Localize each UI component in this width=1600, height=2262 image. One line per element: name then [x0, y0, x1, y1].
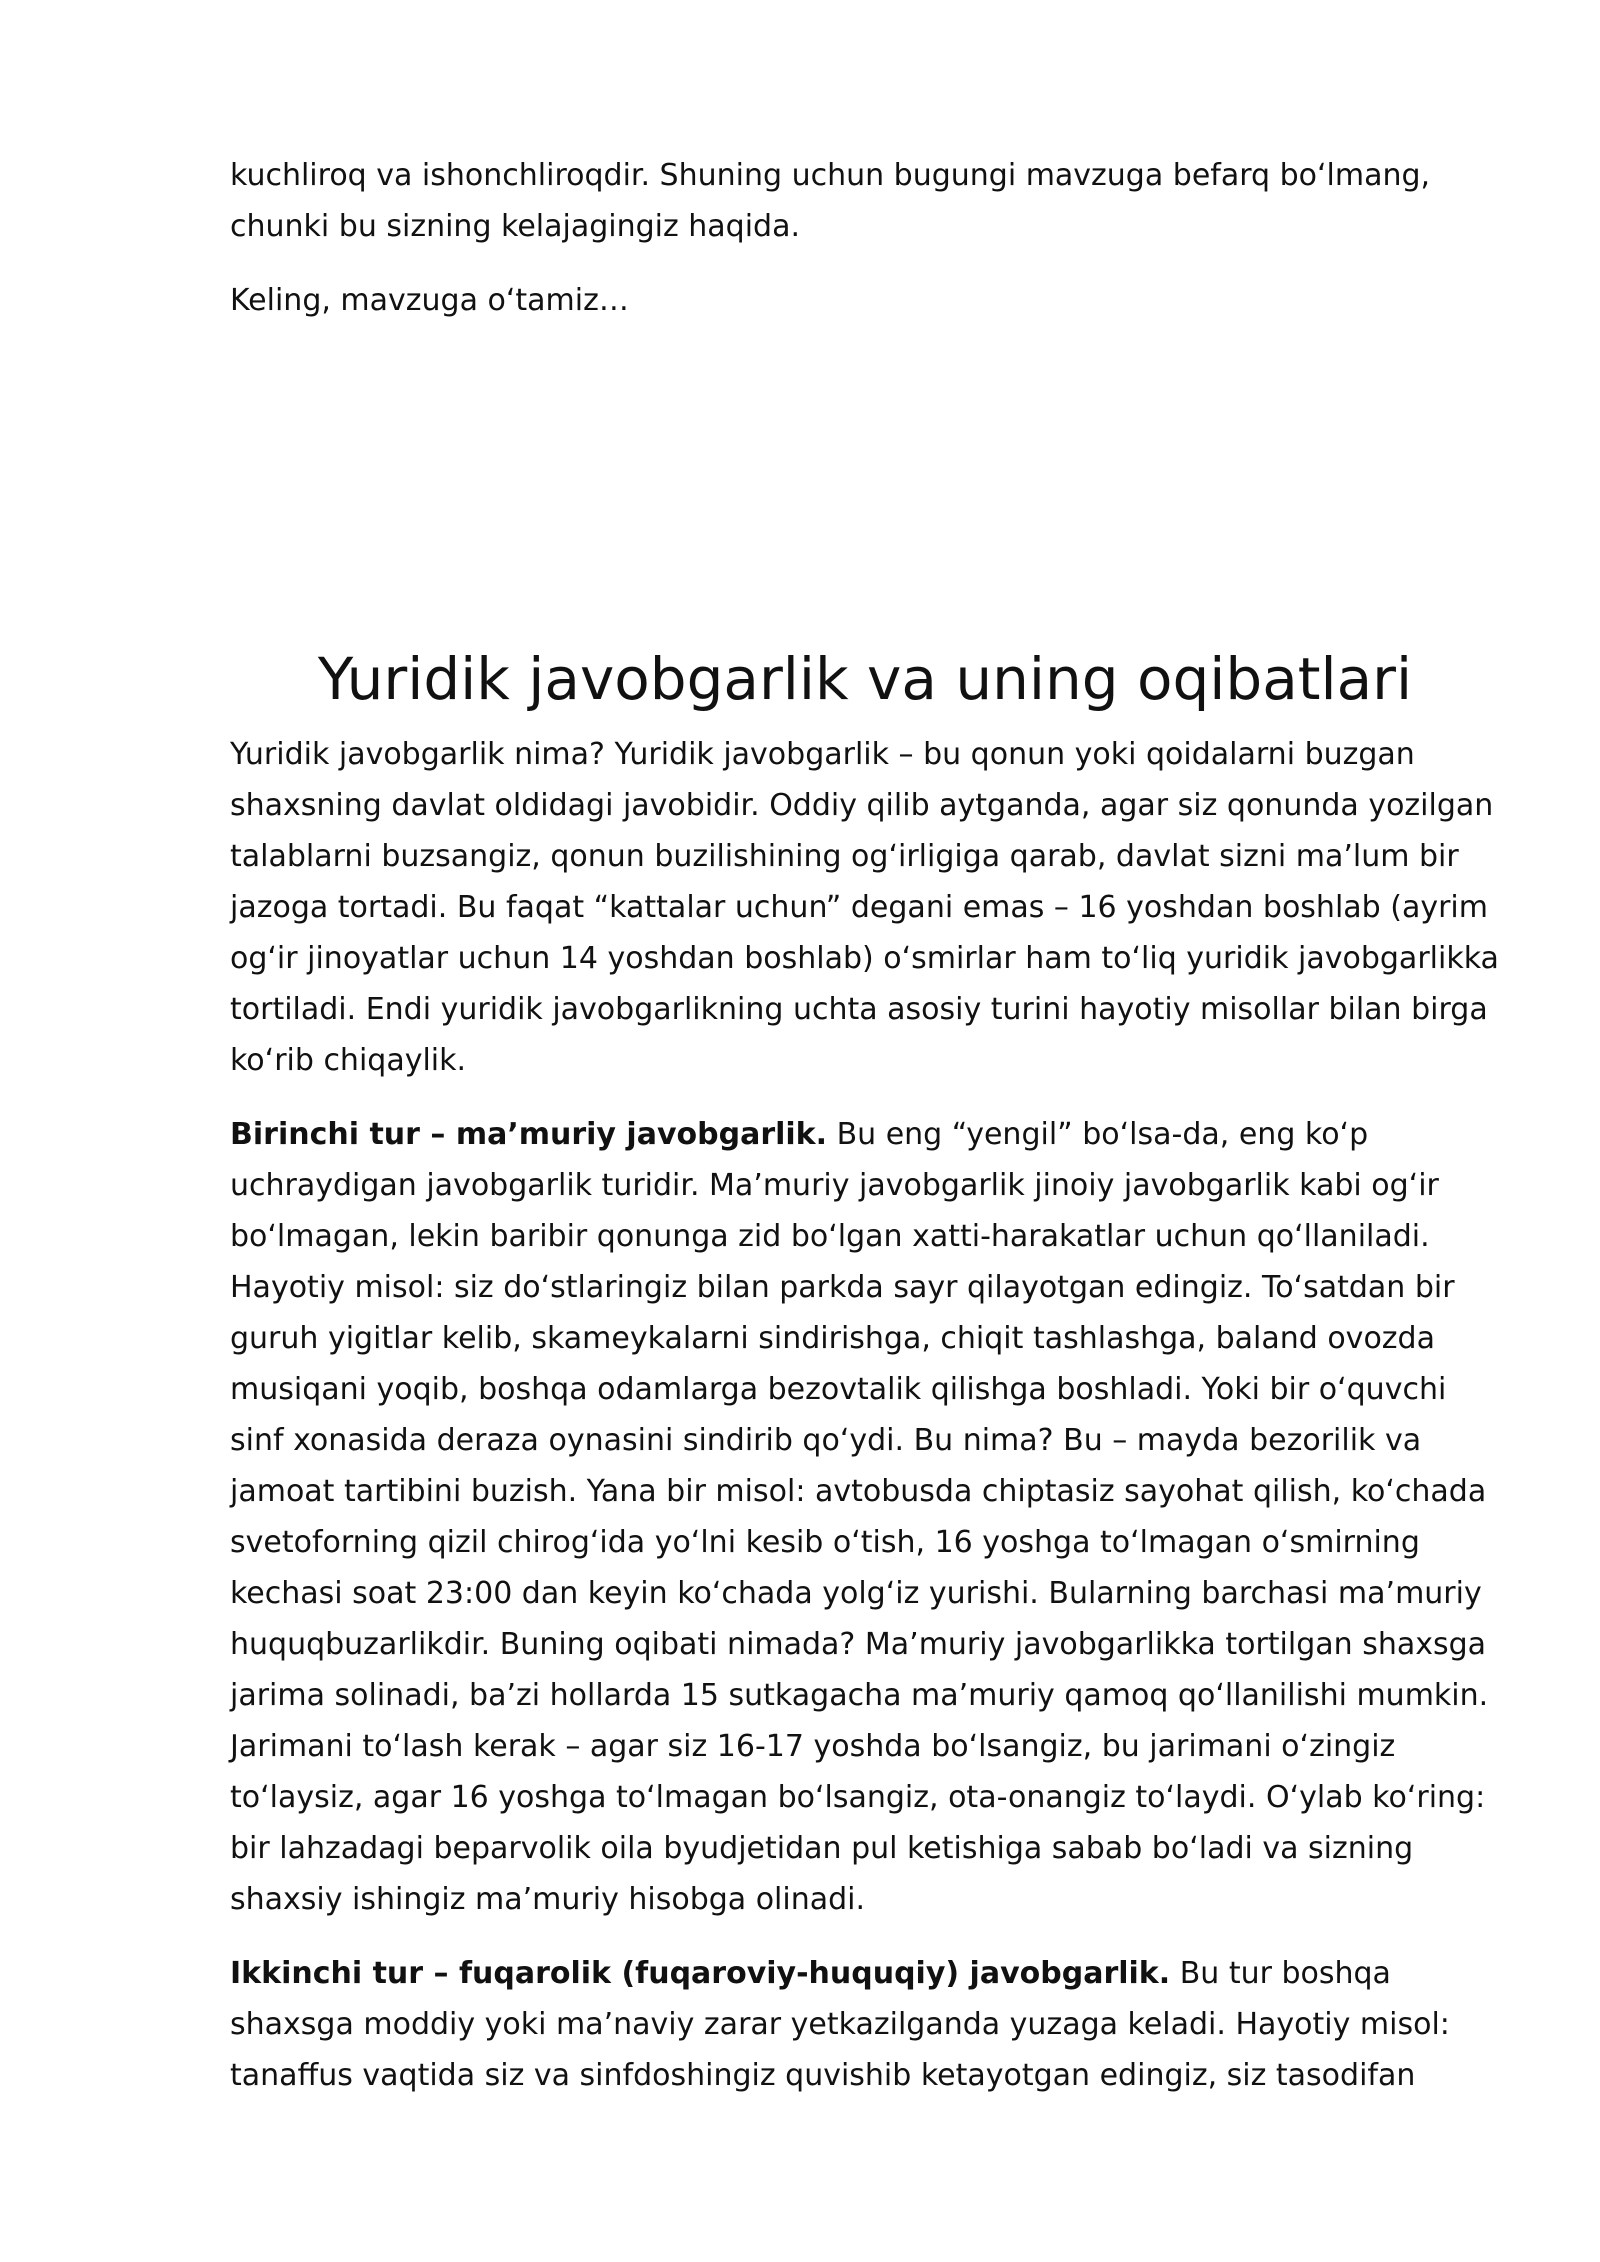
paragraph-3-body: Bu tur boshqa shaxsga moddiy yoki maʼnaviy zarar yetkazilganda yuzaga keladi. Hayotiy misol: tanaffus vaqtida siz va sinfdoshingiz quvishib ketayotgan edingiz, siz tasodifan	[230, 1956, 1450, 2093]
page-break-spacer	[230, 326, 1500, 639]
intro-paragraph-2: Keling, mavzuga oʻtamiz…	[230, 283, 629, 318]
paragraph-3-lead: Ikkinchi tur – fuqarolik (fuqaroviy-huquqiy) javobgarlik.	[230, 1956, 1171, 1991]
section-paragraph-2	[230, 1109, 1500, 1925]
paragraph-2-body: Bu eng “yengil” boʻlsa-da, eng koʻp uchraydigan javobgarlik turidir. Maʼmuriy javobgarlik jinoiy javobgarlik kabi ogʻir boʻlmagan, lekin baribir qonunga zid boʻlgan xatti-harakatlar uchun qoʻllaniladi. Hayotiy misol: siz doʻstlaringiz bilan parkda sayr qilayotgan edingiz. Toʻsatdan bir guruh yigitlar kelib, skameykalarni sindirishga, chiqit tashlashga, baland ovozda musiqani yoqib, boshqa odamlarga bezovtalik qilishga boshladi. Yoki bir oʻquvchi sinf xonasida deraza oynasini sindirib qoʻydi. Bu nima? Bu – mayda bezorilik va jamoat tartibini buzish. Yana bir misol: avtobusda chiptasiz sayohat qilish, koʻchada svetoforning qizil chirogʻida yoʻlni kesib oʻtish, 16 yoshga toʻlmagan oʻsmirning kechasi soat 23:00 dan keyin koʻchada yolgʻiz yurishi. Bularning barchasi maʼmuriy huquqbuzarlikdir. Buning oqibati nimada? Maʼmuriy javobgarlikka tortilgan shaxsga jarima solinadi, baʼzi hollarda 15 sutkagacha maʼmuriy qamoq qoʻllanilishi mumkin. Jarimani toʻlash kerak – agar siz 16-17 yoshda boʻlsangiz, bu jarimani oʻzingiz toʻlaysiz, agar 16 yoshga toʻlmagan boʻlsangiz, ota-onangiz toʻlaydi. Oʻylab koʻring: bir lahzadagi beparvolik oila byudjetidan pul ketishiga sabab boʻladi va sizning shaxsiy ishingiz maʼmuriy hisobga olinadi.	[230, 1117, 1489, 1917]
section-paragraph-3	[230, 1948, 1500, 2101]
section-heading-block	[230, 639, 1500, 719]
document-page	[230, 150, 1500, 2101]
intro-paragraph-1: kuchliroq va ishonchliroqdir. Shuning uchun bugungi mavzuga befarq boʻlmang, chunki bu sizning kelajagingiz haqida.	[230, 158, 1431, 244]
paragraph-2-lead: Birinchi tur – maʼmuriy javobgarlik.	[230, 1117, 828, 1152]
section-paragraph-1: Yuridik javobgarlik nima? Yuridik javobgarlik – bu qonun yoki qoidalarni buzgan shaxsning davlat oldidagi javobidir. Oddiy qilib aytganda, agar siz qonunda yozilgan talablarni buzsangiz, qonun buzilishining ogʻirligiga qarab, davlat sizni maʼlum bir jazoga tortadi. Bu faqat “kattalar uchun” degani emas – 16 yoshdan boshlab (ayrim ogʻir jinoyatlar uchun 14 yoshdan boshlab) oʻsmirlar ham toʻliq yuridik javobgarlikka tortiladi. Endi yuridik javobgarlikning uchta asosiy turini hayotiy misollar bilan birga koʻrib chiqaylik.	[230, 737, 1499, 1078]
section-title: Yuridik javobgarlik va uning oqibatlari	[317, 645, 1413, 713]
